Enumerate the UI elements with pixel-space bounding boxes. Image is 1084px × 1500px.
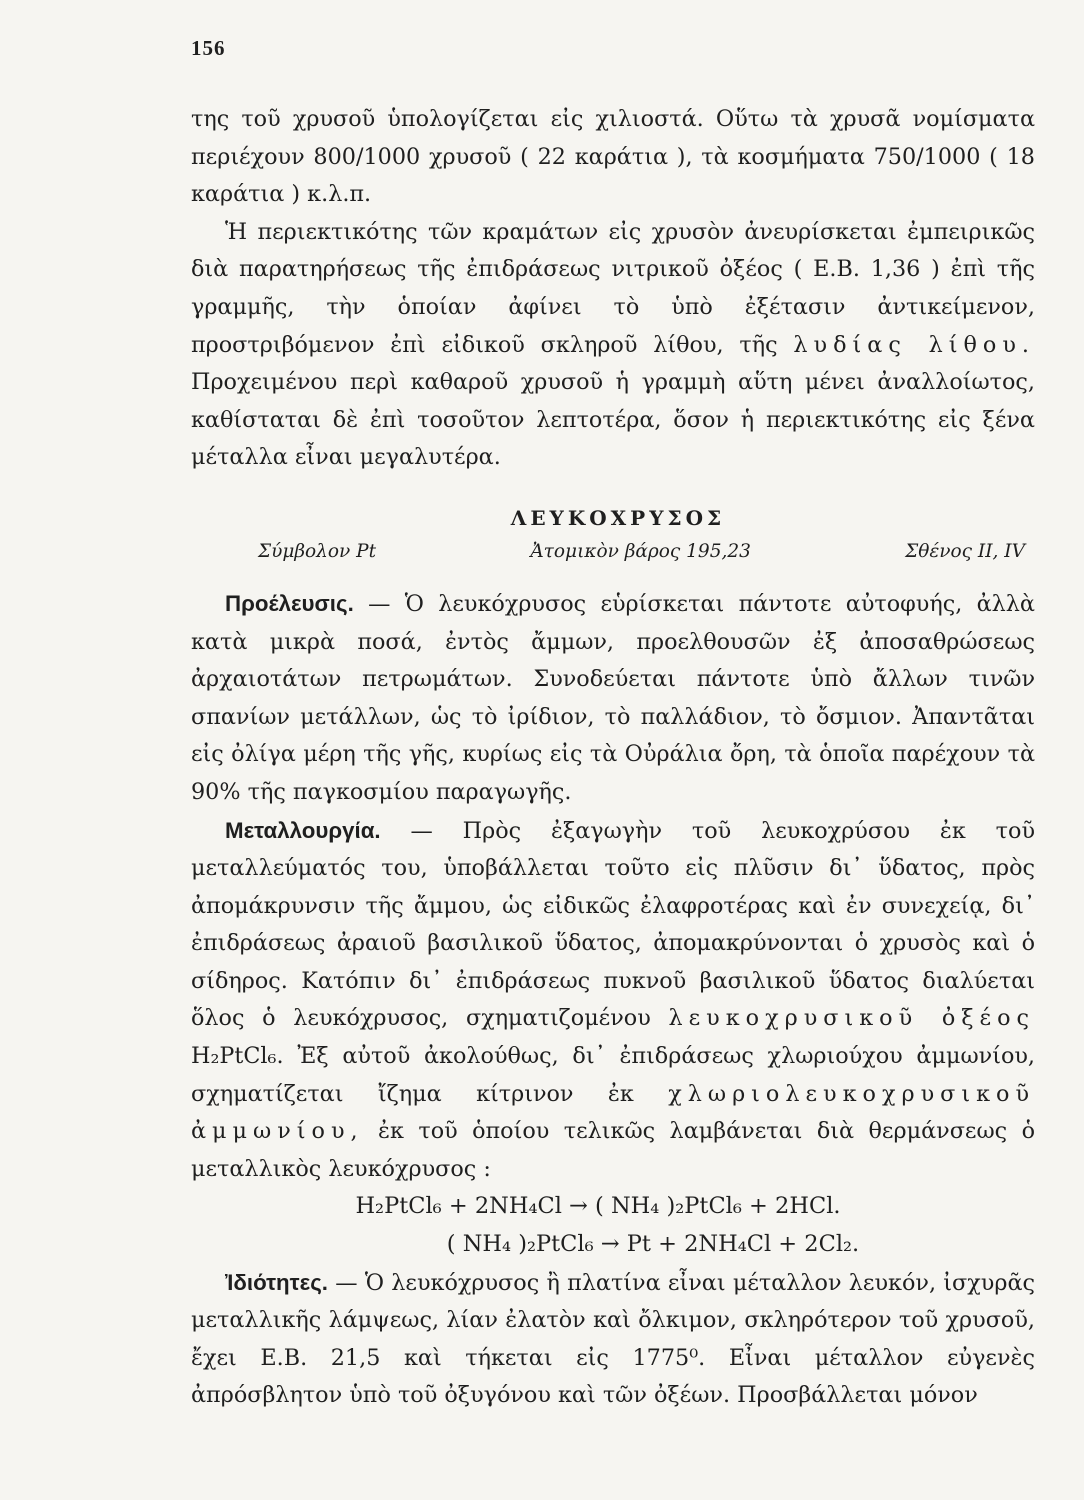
origin-text: — Ὁ λευκόχρυσος εὑρίσκεται πάντοτε αὐτοφυής, ἀλλὰ κατὰ μικρὰ ποσά, ἐντὸς ἄμμων, προελθουσῶν ἐξ ἀποσαθρώσεως ἀρχαιοτάτων πετρωμάτων. Συνοδεύεται πάντοτε ὑπὸ ἄλλων τινῶν σπανίων μετάλλων, ὡς τὸ ἰρίδιον, τὸ παλλάδιον, τὸ ὄσμιον. Ἀπαντᾶται εἰς ὀλίγα μέρη τῆς γῆς, κυρίως εἰς τὰ Οὐράλια ὄρη, τὰ ὁποῖα παρέχουν τὰ 90% τῆς παγκοσμίου παραγωγῆς. [191,590,1035,805]
element-symbol: Σύμβολον Pt [258,540,377,562]
page-number: 156 [191,36,226,60]
intro-paragraph: της τοῦ χρυσοῦ ὑπολογίζεται εἰς χιλιοστά. Οὕτω τὰ χρυσᾶ νομίσματα περιέχουν 800/1000 χρυσοῦ ( 22 καράτια ), τὰ κοσμήματα 750/1000 ( 18 καράτια ) κ.λ.π. [191,106,1035,208]
metallurgy-paragraph [191,812,1035,1189]
properties-text: — Ὁ λευκόχρυσος ἢ πλατίνα εἶναι μέταλλον λευκόν, ἰσχυρᾶς μεταλλικῆς λάμψεως, λίαν ἐλατὸν καὶ ὄλκιμον, σκληρότερον τοῦ χρυσοῦ, ἔχει Ε.Β. 21,5 καὶ τήκεται εἰς 1775⁰. Εἶναι μέταλλον εὐγενὲς ἀπρόσβλητον ὑπὸ τοῦ ὀξυγόνου καὶ τῶν ὀξέων. Προσβάλλεται μόνον [191,1269,1035,1409]
properties-title: Ἰδιότητες. [225,1269,328,1295]
ammonium-chloroplatinate-term: χλωριολευκοχρυσικοῦ ἀμμωνίου, [191,1080,1035,1145]
page-body [191,101,1035,1415]
metallurgy-text-c: ἐκ τοῦ ὁποίου τελικῶς λαμβάνεται διὰ θερμάνσεως ὁ μεταλλικὸς λευκόχρυσος : [191,1118,1035,1182]
origin-paragraph [191,585,1035,812]
equation-1: H₂PtCl₆ + 2NH₄Cl → ( NH₄ )₂PtCl₆ + 2HCl. [355,1193,841,1220]
lydian-stone-term: λυδίας λίθου. [793,331,1035,358]
section-heading: ΛΕΥΚΟΧΡΥΣΟΣ [510,505,726,530]
atomic-weight: Ἀτομικὸν βάρος 195,23 [530,540,751,562]
chloroplatinic-acid-term: λευκοχρυσικοῦ ὀξέος [668,1005,1035,1032]
metallurgy-text-a: — Πρὸς ἐξαγωγὴν τοῦ λευκοχρύσου ἐκ τοῦ μεταλλεύματός του, ὑποβάλλεται τοῦτο εἰς πλῦσιν δι᾽ ὕδατος, πρὸς ἀπομάκρυνσιν τῆς ἄμμου, ὡς εἰδικῶς ἐλαφροτέρας καὶ ἐν συνεχείᾳ, δι᾽ ἐπιδράσεως ἀραιοῦ βασιλικοῦ ὕδατος, ἀπομακρύνονται ὁ χρυσὸς καὶ ὁ σίδηρος. Κατόπιν δι᾽ ἐπιδράσεως πυκνοῦ βασιλικοῦ ὕδατος διαλύεται ὅλος ὁ λευκόχρυσος, σχηματιζομένου [191,817,1035,1032]
purity-text-b: Προχειμένου περὶ καθαροῦ χρυσοῦ ἡ γραμμὴ αὕτη μένει ἀναλλοίωτος, καθίσταται δὲ ἐπὶ τοσοῦτον λεπτοτέρα, ὅσον ἡ περιεκτικότης εἰς ξένα μέταλλα εἶναι μεγαλυτέρα. [191,369,1035,471]
purity-text-a: Ἡ περιεκτικότης τῶν κραμάτων εἰς χρυσὸν ἀνευρίσκεται ἐμπειρικῶς διὰ παρατηρήσεως τῆς ἐπιδράσεως νιτρικοῦ ὀξέος ( Ε.Β. 1,36 ) ἐπὶ τῆς γραμμῆς, τὴν ὁποίαν ἀφίνει τὸ ὑπὸ ἐξέτασιν ἀντικείμενον, προστριβόμενον ἐπὶ εἰδικοῦ σκληροῦ λίθου, τῆς [191,218,1035,358]
metallurgy-text-b: Ἐξ αὐτοῦ ἀκολούθως, δι᾽ ἐπιδράσεως χλωριούχου ἀμμωνίου, σχηματίζεται ἴζημα κίτρινον ἐκ [191,1043,1036,1107]
purity-test-paragraph [191,214,1035,477]
chloroplatinic-acid-formula: H₂PtCl₆. [191,1043,284,1070]
element-meta [191,537,1035,567]
origin-title: Προέλευσις. [225,590,354,616]
properties-paragraph [191,1264,1035,1415]
metallurgy-title: Μεταλλουργία. [225,817,381,843]
equation-2: ( NH₄ )₂PtCl₆ → Pt + 2NH₄Cl + 2Cl₂. [446,1231,860,1258]
equations-block [191,1188,1035,1263]
valence: Σθένος II, IV [905,540,1025,562]
